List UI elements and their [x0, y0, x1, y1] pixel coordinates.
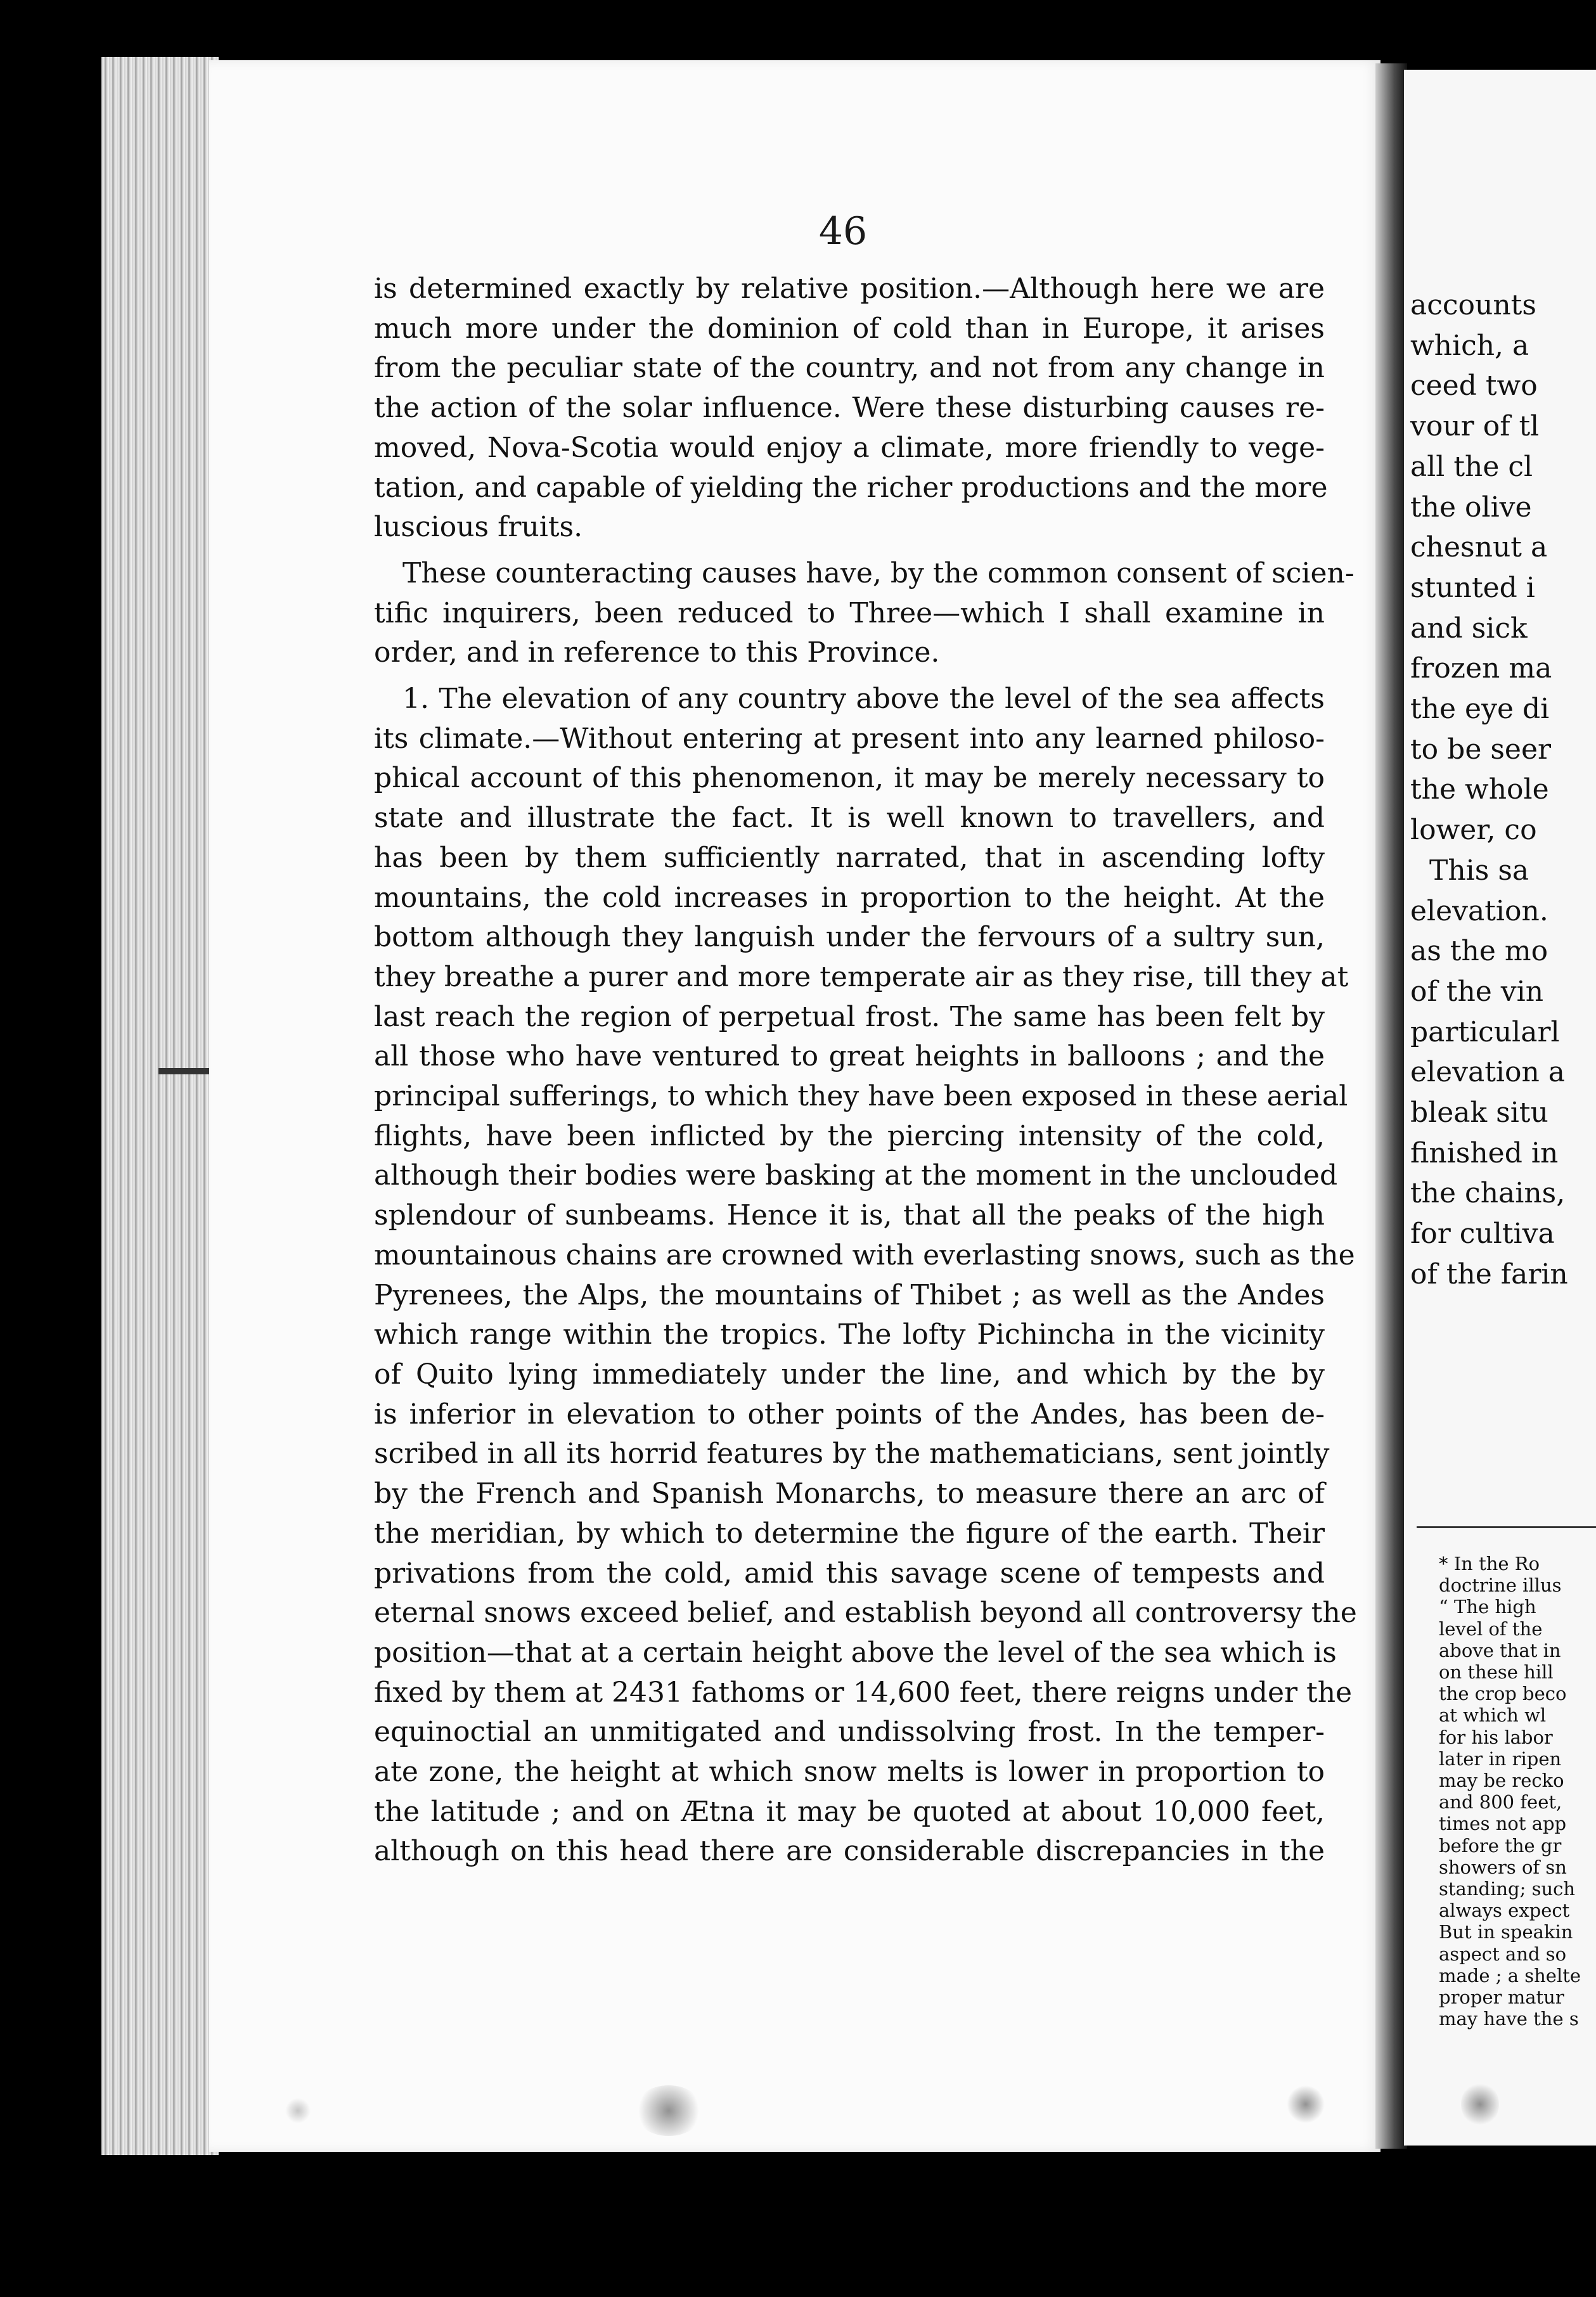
text-line: although their bodies were basking at the moment in the unclouded	[374, 1159, 1338, 1192]
next-page-line: of the vin	[1410, 975, 1544, 1008]
text-line: flights, have been inflicted by the piercing intensity of the cold,	[374, 1119, 1325, 1152]
footnote-line: But in speakin	[1439, 1921, 1573, 1943]
ink-smudge	[285, 2098, 311, 2123]
next-page-line: and sick	[1410, 612, 1528, 645]
footnote-rule	[1417, 1526, 1596, 1528]
text-line: equinoctial an unmitigated and undissolving frost. In the temper-	[374, 1716, 1325, 1749]
footnote-line: on these hill	[1439, 1661, 1554, 1683]
footnote-line: doctrine illus	[1439, 1574, 1562, 1597]
body-paragraph	[374, 554, 1355, 673]
next-page-line: the chains,	[1410, 1177, 1566, 1210]
next-page-line: finished in	[1410, 1136, 1559, 1169]
footnote-line: times not app	[1439, 1813, 1567, 1835]
body-paragraph	[374, 269, 1328, 548]
text-line: order, and in reference to this Province.	[374, 636, 940, 669]
next-page-text	[1410, 285, 1568, 1295]
footnote-line: above that in	[1439, 1639, 1561, 1661]
text-line: privations from the cold, amid this savage scene of tempests and	[374, 1557, 1325, 1590]
text-line: has been by them sufficiently narrated, that in ascending lofty	[374, 841, 1325, 874]
next-page-line: to be seer	[1410, 733, 1552, 766]
text-line: the action of the solar influence. Were these disturbing causes re-	[374, 392, 1325, 425]
footnote-line: and 800 feet,	[1439, 1791, 1562, 1813]
next-page-line: the olive	[1410, 491, 1532, 524]
text-line: ate zone, the height at which snow melts is lower in proportion to	[374, 1756, 1325, 1789]
text-line: all those who have ventured to great heights in balloons ; and the	[374, 1040, 1325, 1073]
footnote-line: aspect and so	[1439, 1943, 1567, 1965]
next-page-line: elevation.	[1410, 894, 1548, 927]
text-line: tific inquirers, been reduced to Three—which I shall examine in	[374, 596, 1325, 629]
text-line: eternal snows exceed belief, and establish beyond all controversy the	[374, 1597, 1357, 1630]
next-page-line: elevation a	[1410, 1056, 1566, 1089]
footnote-line: showers of sn	[1439, 1856, 1567, 1878]
footnote-line: * In the Ro	[1439, 1553, 1540, 1574]
text-line: phical account of this phenomenon, it may be merely necessary to	[374, 762, 1325, 795]
right-page-fragment	[1404, 70, 1596, 2146]
next-page-line: ceed two	[1410, 370, 1538, 402]
ink-smudge	[634, 2085, 704, 2136]
text-line: Pyrenees, the Alps, the mountains of Thibet ; as well as the Andes	[374, 1278, 1325, 1311]
next-page-line: all the cl	[1410, 450, 1533, 483]
next-page-line: for cultiva	[1410, 1218, 1555, 1251]
next-page-line: This sa	[1429, 854, 1529, 887]
next-page-line: stunted i	[1410, 571, 1535, 604]
text-line: state and illustrate the fact. It is well known to travellers, and	[374, 802, 1325, 835]
text-line: which range within the tropics. The lofty Pichincha in the vicinity	[374, 1318, 1325, 1351]
ink-smudge	[1461, 2082, 1499, 2126]
text-line: These counteracting causes have, by the common consent of scien-	[402, 557, 1355, 589]
next-page-line: as the mo	[1410, 935, 1548, 968]
text-line: tation, and capable of yielding the richer productions and the more	[374, 471, 1328, 504]
next-page-line: bleak situ	[1410, 1097, 1548, 1129]
text-line: its climate.—Without entering at present into any learned philoso-	[374, 722, 1325, 755]
ink-smudge	[1287, 2085, 1325, 2123]
book-gutter	[1375, 63, 1407, 2149]
text-line: bottom although they languish under the fervours of a sultry sun,	[374, 921, 1325, 954]
text-line: mountainous chains are crowned with everlasting snows, such as the	[374, 1239, 1355, 1271]
text-line: is inferior in elevation to other points of the Andes, has been de-	[374, 1398, 1325, 1431]
next-page-line: frozen ma	[1410, 652, 1552, 685]
footnote-line: always expect	[1439, 1900, 1570, 1922]
text-line: from the peculiar state of the country, and not from any change in	[374, 352, 1325, 385]
text-line: much more under the dominion of cold than in Europe, it arises	[374, 312, 1325, 345]
next-page-line: the whole	[1410, 773, 1549, 806]
footnote-line: made ; a shelte	[1439, 1964, 1581, 1986]
next-page-footnotes	[1439, 1553, 1581, 2030]
text-line: moved, Nova-Scotia would enjoy a climate, more friendly to vege-	[374, 431, 1325, 464]
text-line: of Quito lying immediately under the line, and which by the by	[374, 1358, 1325, 1391]
page-body-text	[374, 269, 1357, 1878]
text-line: although on this head there are considerable discrepancies in the	[374, 1835, 1325, 1868]
footnote-line: the crop beco	[1439, 1683, 1567, 1705]
footnote-line: “ The high	[1439, 1596, 1536, 1618]
footnote-line: for his labor	[1439, 1726, 1553, 1748]
text-line: they breathe a purer and more temperate air as they rise, till they at	[374, 960, 1349, 993]
page-number: 46	[818, 209, 868, 254]
text-line: splendour of sunbeams. Hence it is, that all the peaks of the high	[374, 1199, 1325, 1232]
next-page-line: vour of tl	[1410, 410, 1540, 443]
text-line: mountains, the cold increases in proportion to the height. At the	[374, 881, 1325, 914]
text-line: fixed by them at 2431 fathoms or 14,600 feet, there reigns under the	[374, 1676, 1353, 1709]
footnote-line: proper matur	[1439, 1986, 1564, 2009]
text-line: 1. The elevation of any country above the level of the sea affects	[402, 683, 1325, 716]
footnote-line: may have the s	[1439, 2008, 1579, 2030]
next-page-line: accounts	[1410, 289, 1536, 321]
text-line: position—that at a certain height above the level of the sea which is	[374, 1636, 1337, 1669]
footnote-line: later in ripen	[1439, 1747, 1562, 1770]
next-page-line: which, a	[1410, 329, 1529, 362]
next-page-line: the eye di	[1410, 693, 1550, 726]
footnote-line: standing; such	[1439, 1878, 1576, 1900]
footnote-line: before the gr	[1439, 1834, 1562, 1856]
text-line: is determined exactly by relative position.—Although here we are	[374, 273, 1325, 305]
next-page-line: chesnut a	[1410, 531, 1548, 564]
footnote-line: at which wl	[1439, 1704, 1547, 1727]
text-line: scribed in all its horrid features by the mathematicians, sent jointly	[374, 1438, 1330, 1470]
next-page-line: particularl	[1410, 1015, 1560, 1048]
book-page-edges	[101, 57, 219, 2155]
next-page-line: lower, co	[1410, 814, 1537, 847]
footnote-line: may be recko	[1439, 1770, 1564, 1792]
text-line: luscious fruits.	[374, 511, 583, 544]
text-line: last reach the region of perpetual frost. The same has been felt by	[374, 1000, 1325, 1033]
footnote-line: level of the	[1439, 1618, 1543, 1640]
next-page-line: of the farin	[1410, 1258, 1568, 1290]
text-line: the latitude ; and on Ætna it may be quoted at about 10,000 feet,	[374, 1795, 1325, 1828]
body-paragraph	[374, 679, 1357, 1872]
text-line: principal sufferings, to which they have been exposed in these aerial	[374, 1080, 1348, 1113]
text-line: the meridian, by which to determine the figure of the earth. Their	[374, 1517, 1325, 1550]
text-line: by the French and Spanish Monarchs, to measure there an arc of	[374, 1477, 1325, 1510]
